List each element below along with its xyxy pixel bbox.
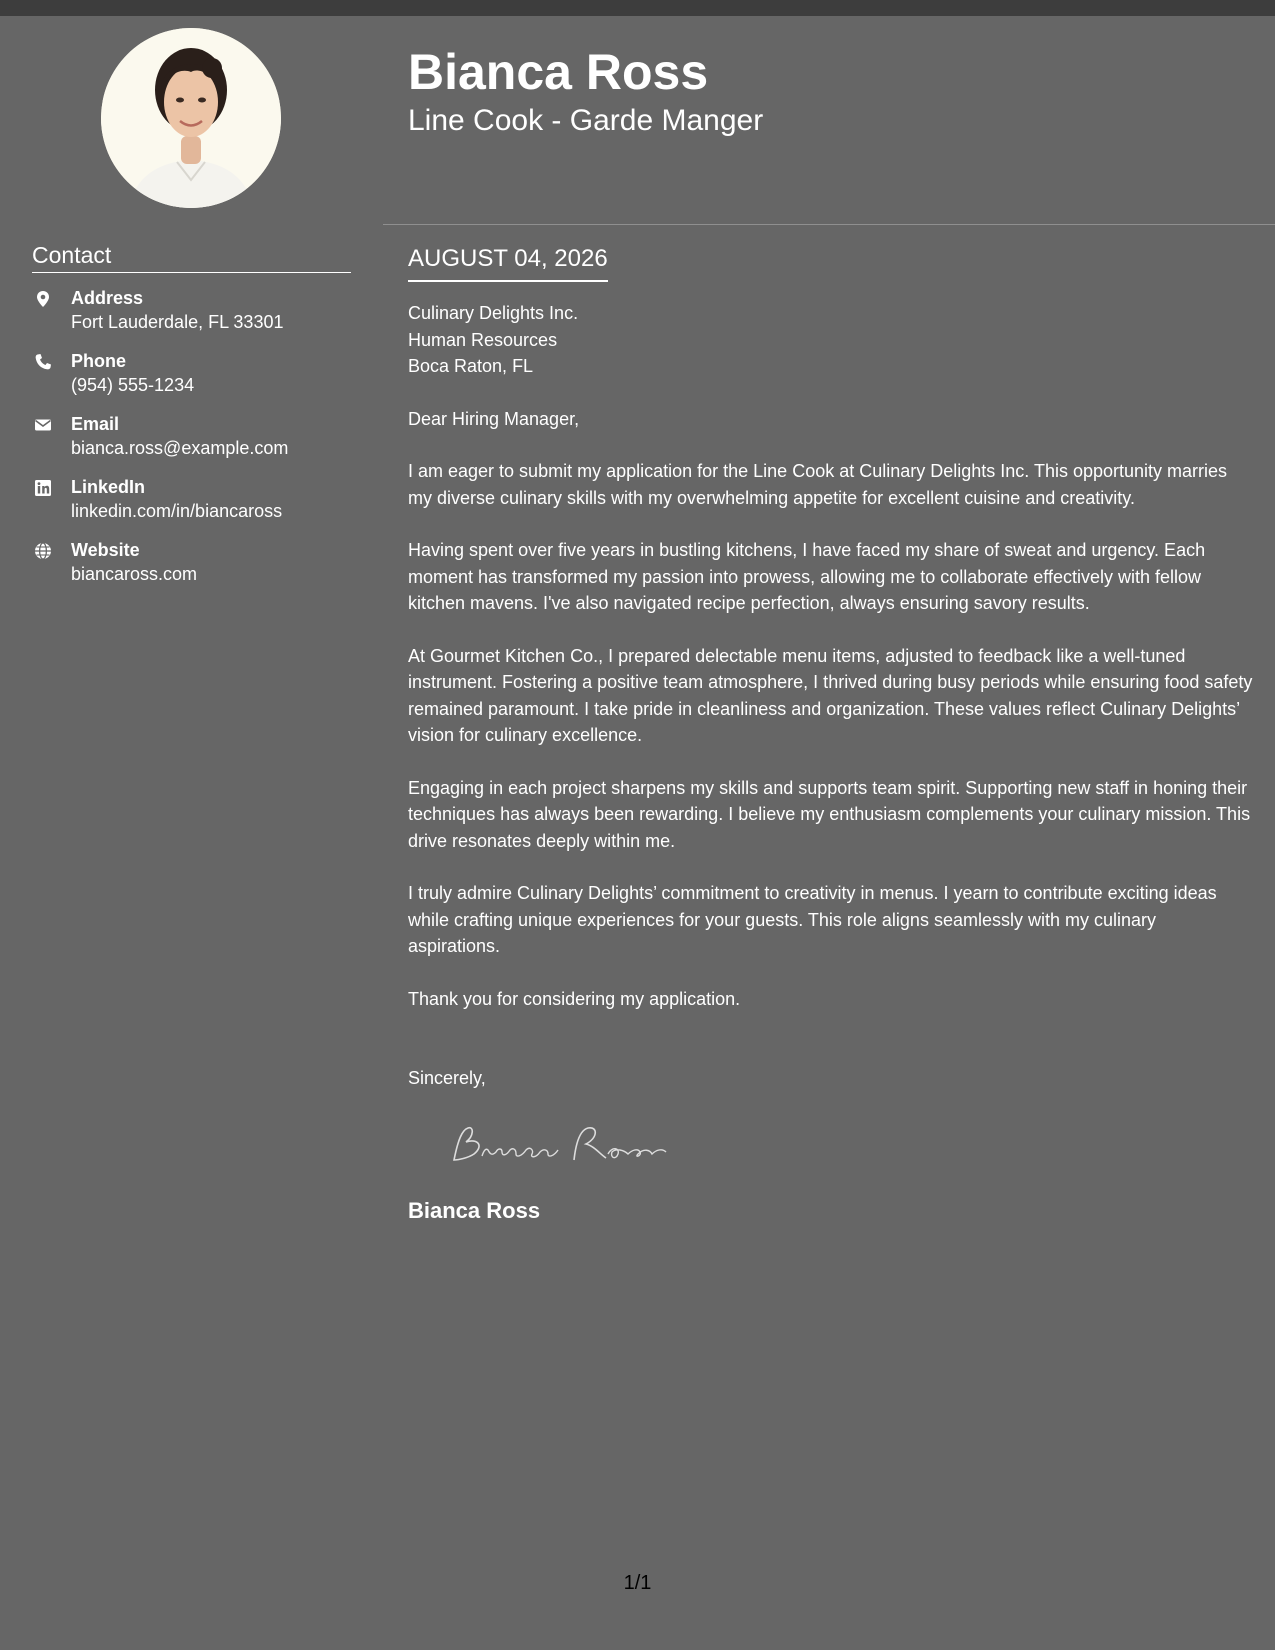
recipient-company: Culinary Delights Inc. — [408, 303, 579, 323]
phone-icon — [34, 353, 52, 371]
address-value: Fort Lauderdale, FL 33301 — [71, 312, 284, 332]
globe-icon — [34, 542, 52, 560]
linkedin-value[interactable]: linkedin.com/in/biancaross — [71, 501, 283, 521]
closing: Sincerely, — [408, 1068, 486, 1088]
letter-paragraph: Having spent over five years in bustling kitchens, I have faced my share of sweat and urgency. Each moment has transformed my passion into prowess, allowing me to collaborate effectively with fellow kitchen mavens. I've also navigated recipe perfection, always ensuring savory results. — [408, 540, 1206, 613]
contact-address — [32, 286, 362, 349]
salutation: Dear Hiring Manager, — [408, 408, 580, 429]
top-strip — [0, 0, 1275, 16]
email-value[interactable]: bianca.ross@example.com — [71, 438, 289, 458]
applicant-name: Bianca Ross — [408, 44, 709, 100]
header-divider — [383, 224, 1275, 225]
recipient-department: Human Resources — [408, 329, 558, 350]
linkedin-label: LinkedIn — [71, 477, 146, 497]
cover-letter — [408, 242, 1253, 1225]
letter-paragraph: I truly admire Culinary Delights’ commitment to creativity in menus. I yearn to contribute exciting ideas while crafting unique experiences for your guests. This role aligns seamlessly with my culinary aspirations. — [408, 883, 1217, 956]
contact-heading: Contact — [32, 241, 351, 273]
portrait-image — [101, 28, 281, 208]
email-label: Email — [71, 414, 120, 434]
page-number: 1/1 — [623, 1572, 652, 1594]
linkedin-icon — [34, 479, 52, 497]
profile-photo — [101, 28, 281, 208]
phone-value: (954) 555-1234 — [71, 375, 195, 395]
contact-linkedin — [32, 475, 362, 538]
sidebar — [0, 16, 383, 1650]
recipient-block — [408, 300, 1253, 380]
job-title: Line Cook - Garde Manger — [408, 104, 764, 137]
website-value[interactable]: biancaross.com — [71, 564, 198, 584]
contact-email — [32, 412, 362, 475]
website-label: Website — [71, 540, 140, 560]
letter-paragraph: Thank you for considering my application. — [408, 988, 741, 1009]
map-pin-icon — [34, 290, 52, 308]
letter-paragraph: Engaging in each project sharpens my skills and supports team spirit. Supporting new staff in honing their techniques has always been rewarding. I believe my enthusiasm complements your culinary mission. This drive resonates deeply within me. — [408, 777, 1251, 851]
letter-paragraph: I am eager to submit my application for the Line Cook at Culinary Delights Inc. This opportunity marries my diverse culinary skills with my overwhelming appetite for excellent cuisine and creativity. — [408, 461, 1228, 508]
address-label: Address — [71, 288, 144, 308]
phone-label: Phone — [71, 351, 127, 371]
envelope-icon — [34, 416, 52, 434]
signer-name: Bianca Ross — [408, 1197, 541, 1223]
letter-date: AUGUST 04, 2026 — [408, 242, 608, 282]
contact-list — [32, 286, 362, 601]
recipient-location: Boca Raton, FL — [408, 356, 534, 376]
letter-paragraph: At Gourmet Kitchen Co., I prepared delectable menu items, adjusted to feedback like a well-tuned instrument. Fostering a positive team atmosphere, I thrived during busy periods while ensuring food safety remained paramount. I take pride in cleanliness and organization. These values reflect Culinary Delights’ vision for culinary excellence. — [408, 645, 1253, 745]
handwritten-signature — [444, 1120, 684, 1170]
contact-phone — [32, 349, 362, 412]
contact-website — [32, 538, 362, 601]
